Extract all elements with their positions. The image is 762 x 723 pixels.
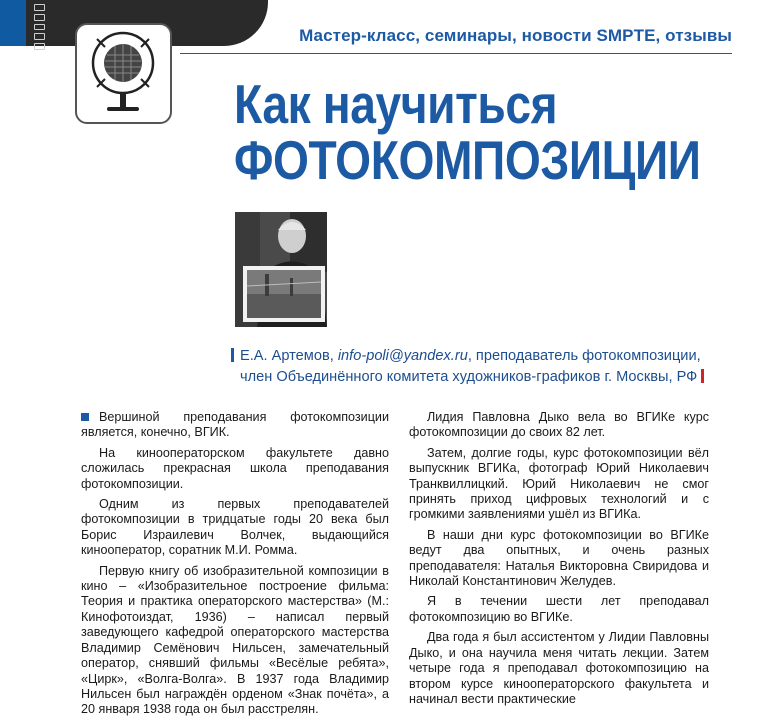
byline-marker-red xyxy=(701,369,704,383)
article-title xyxy=(234,73,701,191)
author-photo xyxy=(235,212,327,327)
byline-author: Е.А. Артемов, xyxy=(240,348,338,364)
microphone-logo xyxy=(75,23,172,124)
article-byline xyxy=(231,346,704,388)
paragraph: Затем, долгие годы, курс фотокомпозиции вёл выпускник ВГИКа, фотограф Юрий Николаевич Транквиллицкий. Юрий Николаевич не смог принять приход цифровых технологий и с громкими заявлениями ушёл из ВГИКа. xyxy=(409,445,709,522)
byline-line1 xyxy=(231,346,704,367)
byline-marker-blue xyxy=(231,348,234,362)
top-blue-stripe xyxy=(0,0,26,46)
author-email-link[interactable]: info-poli@yandex.ru xyxy=(337,348,468,364)
header-divider xyxy=(180,53,732,54)
article-title-line1: Как научиться xyxy=(234,73,558,135)
paragraph: Два года я был ассистентом у Лидии Павловны Дыко, и она научила меня читать лекции. Затем четыре года я преподавал фотокомпозицию на втором курсе кинооператорского факультета и начинал вести практические xyxy=(409,630,709,706)
paragraph: В наши дни курс фотокомпозиции во ВГИКе ведут два опытных, и очень разных преподавателя: Наталья Викторовна Свиридова и Николай Константинович Желудев. xyxy=(409,527,709,589)
paragraph: Я в течении шести лет преподавал фотокомпозицию во ВГИКе. xyxy=(409,594,709,624)
paragraph: На кинооператорском факультете давно сложилась прекрасная школа преподавания фотокомпозиции. xyxy=(81,445,389,491)
paragraph: Одним из первых преподавателей фотокомпозиции в тридцатые годы 20 века был Борис Израилевич Волчек, выдающийся кинооператор, соратник М.И. Ромма. xyxy=(81,497,389,558)
article-title-line2: ФОТОКОМПОЗИЦИИ xyxy=(234,129,701,191)
byline-role: , преподаватель фотокомпозиции, xyxy=(467,348,701,364)
section-header: Мастер-класс, семинары, новости SMPTE, отзывы xyxy=(299,26,732,45)
byline-line2 xyxy=(231,367,704,388)
paragraph: Лидия Павловна Дыко вела во ВГИКе курс фотокомпозиции до своих 82 лет. xyxy=(409,410,709,440)
lead-square-icon xyxy=(81,413,89,421)
film-strip-decoration xyxy=(34,0,50,50)
paragraph: Первую книгу об изобразительной композиции в кино – «Изобразительное построение фильма: Теория и практика операторского мастерства» (М.: Кинофотоиздат, 1936) – написал первый заведующего кафедрой операторского мастерства Владимир Семёнович Нильсен, замечательный оператор, снявший фильмы «Весёлые ребята», «Цирк», «Волга-Волга». В 1937 года Владимир Нильсен был награждён орденом «Знак почёта», а 20 января 1938 года он был расстрелян. xyxy=(81,563,389,717)
body-column-left xyxy=(81,410,389,723)
byline-affiliation: член Объединённого комитета художников-графиков г. Москвы, РФ xyxy=(240,369,698,385)
paragraph: Вершиной преподавания фотокомпозиции является, конечно, ВГИК. xyxy=(81,410,389,440)
body-column-right xyxy=(409,410,709,712)
microphone-icon xyxy=(77,25,170,122)
